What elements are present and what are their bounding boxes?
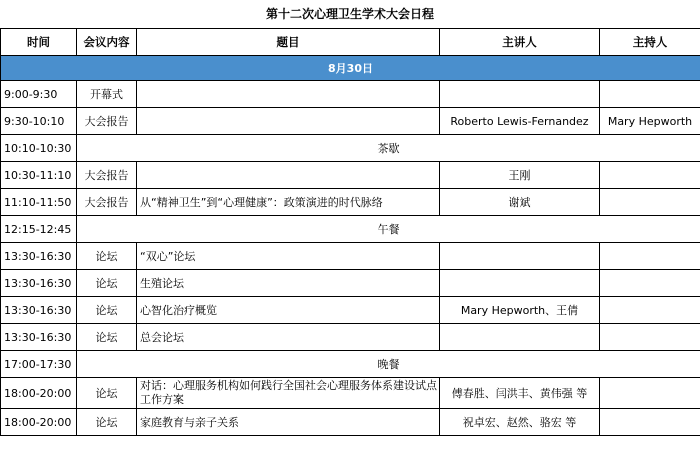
time-cell: 18:00-20:00 [1,409,77,436]
content-cell: 论坛 [77,378,137,409]
header-host: 主持人 [600,29,700,56]
speaker-cell: 王刚 [440,162,600,189]
time-cell: 13:30-16:30 [1,243,77,270]
content-cell: 开幕式 [77,81,137,108]
speaker-cell [440,81,600,108]
speaker-cell [440,324,600,351]
host-cell [600,378,700,409]
host-cell [600,162,700,189]
topic-cell: 对话：心理服务机构如何践行全国社会心理服务体系建设试点工作方案 [137,378,440,409]
topic-cell [137,81,440,108]
break-cell: 午餐 [77,216,700,243]
time-cell: 11:10-11:50 [1,189,77,216]
header-row [1,29,700,56]
schedule-row [1,81,700,108]
date-row [1,56,700,81]
host-cell [600,189,700,216]
host-cell [600,270,700,297]
topic-cell: 从“精神卫生”到“心理健康”：政策演进的时代脉络 [137,189,440,216]
schedule-row [1,135,700,162]
schedule-row [1,216,700,243]
schedule-row [1,189,700,216]
host-cell: Mary Hepworth [600,108,700,135]
topic-cell: “双心”论坛 [137,243,440,270]
host-cell [600,297,700,324]
schedule-row [1,243,700,270]
speaker-cell: Mary Hepworth、王倩 [440,297,600,324]
content-cell: 大会报告 [77,162,137,189]
speaker-cell [440,243,600,270]
schedule-row [1,409,700,436]
time-cell: 9:30-10:10 [1,108,77,135]
schedule-row [1,297,700,324]
time-cell: 18:00-20:00 [1,378,77,409]
schedule-row [1,324,700,351]
topic-cell [137,108,440,135]
host-cell [600,81,700,108]
header-time: 时间 [1,29,77,56]
host-cell [600,324,700,351]
schedule-row [1,162,700,189]
schedule-table [0,28,700,436]
time-cell: 13:30-16:30 [1,270,77,297]
topic-cell: 生殖论坛 [137,270,440,297]
host-cell [600,243,700,270]
time-cell: 12:15-12:45 [1,216,77,243]
schedule-title: 第十二次心理卫生学术大会日程 [265,7,434,21]
content-cell: 论坛 [77,297,137,324]
schedule-row [1,108,700,135]
content-cell: 大会报告 [77,108,137,135]
topic-cell: 家庭教育与亲子关系 [137,409,440,436]
date-cell: 8月30日 [1,56,700,81]
time-cell: 9:00-9:30 [1,81,77,108]
time-cell: 13:30-16:30 [1,324,77,351]
schedule-row [1,378,700,409]
time-cell: 10:10-10:30 [1,135,77,162]
header-topic: 题目 [137,29,440,56]
content-cell: 论坛 [77,270,137,297]
break-cell: 茶歇 [77,135,700,162]
time-cell: 10:30-11:10 [1,162,77,189]
header-speaker: 主讲人 [440,29,600,56]
speaker-cell: Roberto Lewis-Fernandez [440,108,600,135]
speaker-cell: 祝卓宏、赵然、骆宏 等 [440,409,600,436]
topic-cell: 总会论坛 [137,324,440,351]
host-cell [600,409,700,436]
content-cell: 论坛 [77,243,137,270]
content-cell: 论坛 [77,324,137,351]
topic-cell: 心智化治疗概览 [137,297,440,324]
speaker-cell: 傅春胜、闫洪丰、黄伟强 等 [440,378,600,409]
speaker-cell [440,270,600,297]
break-cell: 晚餐 [77,351,700,378]
schedule-row [1,351,700,378]
time-cell: 13:30-16:30 [1,297,77,324]
time-cell: 17:00-17:30 [1,351,77,378]
schedule-row [1,270,700,297]
content-cell: 论坛 [77,409,137,436]
speaker-cell: 谢斌 [440,189,600,216]
header-content: 会议内容 [77,29,137,56]
topic-cell [137,162,440,189]
content-cell: 大会报告 [77,189,137,216]
